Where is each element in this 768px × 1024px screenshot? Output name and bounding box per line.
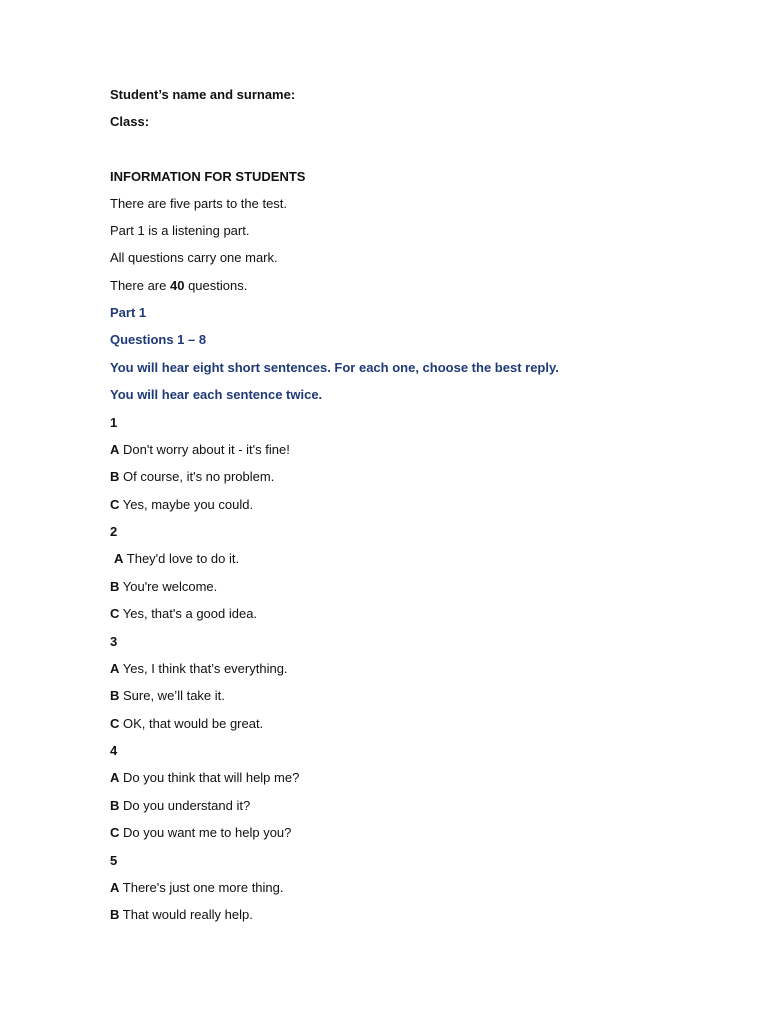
info-line-3: All questions carry one mark. (110, 250, 278, 265)
question-count: 40 (169, 278, 185, 293)
info-line-4 (110, 278, 247, 294)
answer-option (110, 579, 217, 595)
question-number: 4 (110, 743, 118, 758)
option-letter: A (114, 551, 124, 566)
question-number: 2 (110, 524, 118, 539)
option-text: Sure, we’ll take it. (119, 688, 225, 703)
answer-option (110, 880, 284, 896)
answer-option (110, 469, 274, 485)
question-number: 3 (110, 634, 118, 649)
option-letter: B (110, 907, 120, 922)
option-letter: C (110, 825, 120, 840)
info-line-4-pre: There are (110, 278, 170, 293)
answer-option (110, 798, 250, 814)
student-name-label: Student’s name and surname: (110, 87, 296, 102)
info-heading: INFORMATION FOR STUDENTS (110, 169, 306, 184)
option-letter: C (110, 497, 120, 512)
answer-option (110, 497, 253, 513)
answer-option (110, 688, 225, 704)
option-text: You're welcome. (119, 579, 218, 594)
instruction-1: You will hear eight short sentences. For each one, choose the best reply. (110, 360, 559, 375)
option-text: Yes, I think that’s everything. (119, 661, 288, 676)
option-text: They'd love to do it. (123, 551, 240, 566)
question-number: 1 (110, 415, 118, 430)
option-text: That would really help. (119, 907, 253, 922)
answer-option (110, 770, 299, 786)
answer-option (110, 606, 257, 622)
option-text: Of course, it's no problem. (119, 469, 275, 484)
info-line-1: There are five parts to the test. (110, 196, 288, 211)
option-letter: B (110, 688, 120, 703)
questions-range: Questions 1 – 8 (110, 332, 207, 347)
answer-option (110, 825, 291, 841)
question-number: 5 (110, 853, 118, 868)
answer-option (110, 442, 290, 458)
option-letter: A (110, 770, 120, 785)
answer-option (110, 661, 288, 677)
option-text: Don't worry about it - it's fine! (119, 442, 290, 457)
class-label: Class: (110, 114, 150, 129)
option-text: There's just one more thing. (119, 880, 284, 895)
option-letter: B (110, 798, 120, 813)
option-letter: B (110, 579, 120, 594)
answer-option (114, 551, 239, 567)
option-letter: C (110, 716, 120, 731)
option-text: Yes, that's a good idea. (119, 606, 258, 621)
option-letter: A (110, 442, 120, 457)
option-letter: A (110, 661, 120, 676)
option-letter: C (110, 606, 120, 621)
option-letter: A (110, 880, 120, 895)
option-text: Do you want me to help you? (119, 825, 292, 840)
answer-option (110, 716, 263, 732)
option-text: Yes, maybe you could. (119, 497, 254, 512)
info-line-2: Part 1 is a listening part. (110, 223, 250, 238)
part-title: Part 1 (110, 305, 147, 320)
option-letter: B (110, 469, 120, 484)
info-line-4-post: questions. (184, 278, 248, 293)
option-text: OK, that would be great. (119, 716, 264, 731)
option-text: Do you understand it? (119, 798, 251, 813)
instruction-2: You will hear each sentence twice. (110, 387, 323, 402)
answer-option (110, 907, 253, 923)
option-text: Do you think that will help me? (119, 770, 300, 785)
